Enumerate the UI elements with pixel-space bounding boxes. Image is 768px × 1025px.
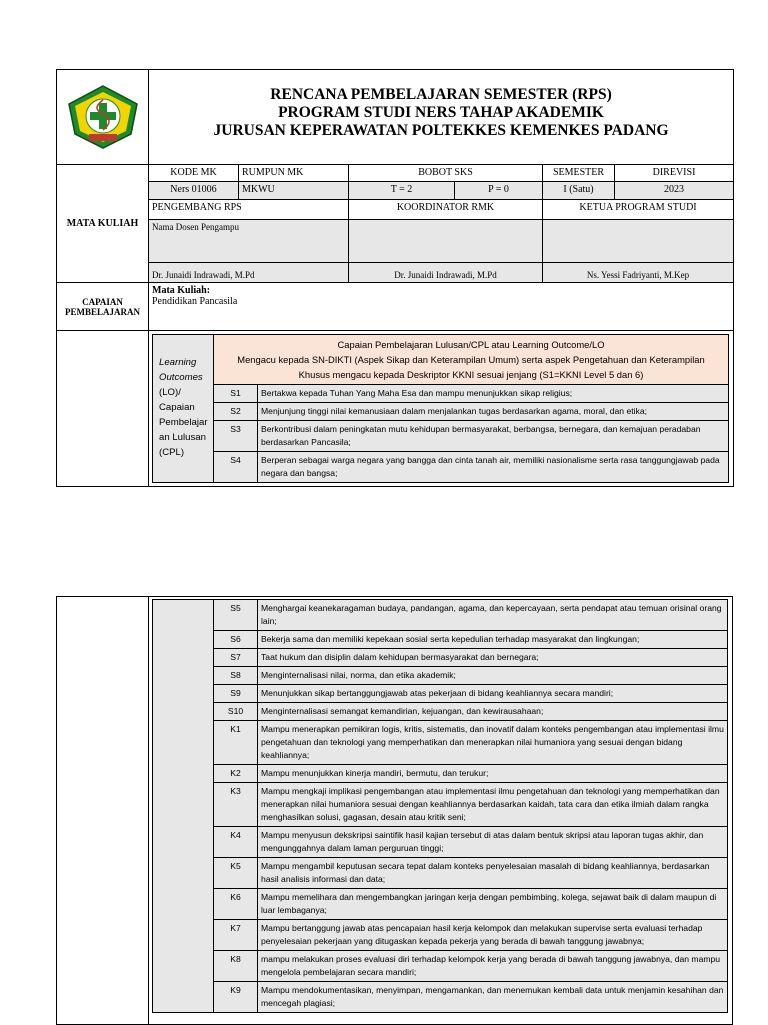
cpl-text: Menunjukkan sikap bertanggungjawab atas pekerjaan di bidang keahliannya secara mandiri;	[258, 685, 728, 703]
cpl-text: Menjunjung tinggi nilai kemanusiaan dalam menjalankan tugas berdasarkan agama, moral, dan etika;	[258, 403, 729, 421]
cpl-row	[153, 631, 728, 649]
cpl-continuation-table	[56, 596, 733, 1025]
cpl-row	[153, 703, 728, 721]
cpl-text: Menghargai keanekaragaman budaya, pandangan, agama, dan kepercayaan, serta pendapat atau temuan orisinal orang lain;	[258, 600, 728, 631]
cpl-text: Mampu menerapkan pemikiran logis, kritis, sistematis, dan inovatif dalam konteks pengembangan atau implementasi ilmu pengetahuan dan teknologi yang memperhatikan dan menerapkan nilai humaniora yang sesuai dengan bidang keahliannya;	[258, 721, 728, 765]
cpl-row	[153, 920, 728, 951]
cpl-row	[153, 765, 728, 783]
cpl-row	[153, 982, 728, 1013]
cpl2-left-blank	[57, 597, 149, 1025]
cpl-code: K3	[214, 783, 258, 827]
lo-side-line: (LO)/	[159, 387, 181, 398]
capaian-label-line1: CAPAIAN	[82, 296, 123, 307]
ketua-name: Ns. Yessi Fadriyanti, M.Kep	[543, 263, 734, 283]
lo-side-line: Capaian	[159, 402, 195, 413]
cpl-heading-line3: Khusus mengacu kepada Deskriptor KKNI sesuai jenjang (S1=KKNI Level 5 dan 6)	[298, 369, 644, 380]
cpl-row	[153, 827, 728, 858]
document-title	[149, 70, 734, 165]
cpl-table-page2	[152, 599, 728, 1013]
koordinator-rmk-label: KOORDINATOR RMK	[349, 200, 543, 220]
cpl-text: Taat hukum dan disiplin dalam kehidupan bermasyarakat dan bernegara;	[258, 649, 728, 667]
cpl-code: S2	[214, 403, 258, 421]
lo-side-line: Pembelajar	[159, 417, 208, 428]
rumpun-mk-value: MKWU	[239, 182, 349, 200]
cpl-text: Bertakwa kepada Tuhan Yang Maha Esa dan mampu menunjukkan sikap religius;	[258, 385, 729, 403]
cpl-code: S3	[214, 421, 258, 452]
cpl-code: K4	[214, 827, 258, 858]
ketua-blank	[543, 220, 734, 263]
kode-mk-value: Ners 01006	[149, 182, 239, 200]
title-line-1: RENCANA PEMBELAJARAN SEMESTER (RPS)	[270, 86, 612, 103]
cpl-text: Mampu bertanggung jawab atas pencapaian hasil kerja kelompok dan melakukan supervise serta evaluasi terhadap penyelesaian pekerjaan yang ditugaskan kepada pekerja yang berada di bawah tanggung jawabnya;	[258, 920, 728, 951]
cpl-container	[149, 331, 734, 487]
cpl-text: Menginternalisasi nilai, norma, dan etika akademik;	[258, 667, 728, 685]
cpl-table-page1	[152, 334, 729, 483]
cpl-code: K2	[214, 765, 258, 783]
cpl-row	[153, 721, 728, 765]
capaian-label-line2: PEMBELAJARAN	[64, 306, 140, 317]
cpl-code: S8	[214, 667, 258, 685]
cpl-row	[153, 667, 728, 685]
cpl-row	[153, 452, 729, 483]
cpl-row	[153, 889, 728, 920]
cpl-code: S10	[214, 703, 258, 721]
cpl-text: Mampu memelihara dan mengembangkan jaringan kerja dengan pembimbing, kolega, sejawat baik di dalam maupun di luar lembaganya;	[258, 889, 728, 920]
semester-value: I (Satu)	[543, 182, 615, 200]
capaian-pembelajaran-label	[57, 283, 149, 331]
logo-cell	[57, 70, 149, 165]
cpl-text: Mampu mengambil keputusan secara tepat dalam konteks penyelesaian masalah di bidang keahliannya, berdasarkan hasil analisis informasi dan data;	[258, 858, 728, 889]
pengembang-rps-label: PENGEMBANG RPS	[149, 200, 349, 220]
cpl-code: K6	[214, 889, 258, 920]
lo-side-line: (CPL)	[159, 447, 185, 458]
cpl-text: Berperan sebagai warga negara yang bangga dan cinta tanah air, memiliki nasionalisme serta rasa tanggungjawab pada negara dan bangsa;	[258, 452, 729, 483]
cpl-text: Berkontribusi dalam peningkatan mutu kehidupan bermasyarakat, berbangsa, bernegara, dan kemajuan peradaban berdasarkan Pancasila;	[258, 421, 729, 452]
cpl-text: mampu melakukan proses evaluasi diri terhadap kelompok kerja yang berada di bawah tanggung jawabnya, dan mampu mengelola pembelajaran secara mandiri;	[258, 951, 728, 982]
cpl-row	[153, 649, 728, 667]
rumpun-mk-label: RUMPUN MK	[239, 165, 349, 182]
cpl-heading	[214, 335, 729, 385]
semester-label: SEMESTER	[543, 165, 615, 182]
cpl-code: K8	[214, 951, 258, 982]
mk-capaian-label: Mata Kuliah:	[152, 285, 211, 296]
cpl2-container	[149, 597, 733, 1025]
mata-kuliah-capaian	[149, 283, 734, 331]
sks-p-value: P = 0	[455, 182, 543, 200]
koordinator-name: Dr. Junaidi Indrawadi, M.Pd	[349, 263, 543, 283]
cpl-row	[153, 600, 728, 631]
cpl-code: S6	[214, 631, 258, 649]
cpl-code: S4	[214, 452, 258, 483]
cpl-text: Mampu mendokumentasikan, menyimpan, mengamankan, dan menemukan kembali data untuk menjamin kesahihan dan mencegah plagiasi;	[258, 982, 728, 1013]
koordinator-blank	[349, 220, 543, 263]
cpl-text: Menginternalisasi semangat kemandirian, kejuangan, dan kewirausahaan;	[258, 703, 728, 721]
cpl-row	[153, 385, 729, 403]
cpl-text: Mampu menyusun dekskripsi saintifik hasil kajian tersebut di atas dalam bentuk skripsi atau laporan tugas akhir, dan mengunggahnya dalam laman perguruan tinggi;	[258, 827, 728, 858]
lo-side-blank	[153, 600, 214, 1013]
cpl-code: K7	[214, 920, 258, 951]
bobot-sks-label: BOBOT SKS	[349, 165, 543, 182]
cpl-code: S5	[214, 600, 258, 631]
cpl-code: S9	[214, 685, 258, 703]
lo-side-label	[153, 335, 214, 483]
nama-dosen-label: Nama Dosen Pengampu	[149, 220, 349, 263]
direvisi-label: DIREVISI	[615, 165, 734, 182]
cpl-heading-line1: Capaian Pembelajaran Lulusan/CPL atau Learning Outcome/LO	[337, 339, 605, 350]
lo-side-line: Learning	[159, 357, 197, 368]
kode-mk-label: KODE MK	[149, 165, 239, 182]
cpl-code: S7	[214, 649, 258, 667]
title-line-3: JURUSAN KEPERAWATAN POLTEKKES KEMENKES PADANG	[213, 122, 669, 139]
cpl-left-blank	[57, 331, 149, 487]
cpl-text: Mampu mengkaji implikasi pengembangan atau implementasi ilmu pengetahuan dan teknologi yang memperhatikan dan menerapkan nilai humaniora sesuai dengan keahliannya berdasarkan kaidah, tata cara dan etika ilmiah dalam rangka menghasilkan solusi, gagasan, desain atau kritik seni;	[258, 783, 728, 827]
pengembang-name: Dr. Junaidi Indrawadi, M.Pd	[149, 263, 349, 283]
mk-capaian-value: Pendidikan Pancasila	[152, 296, 238, 307]
direvisi-value: 2023	[615, 182, 734, 200]
cpl-row	[153, 783, 728, 827]
cpl-text: Bekerja sama dan memiliki kepekaan sosial serta kepedulian terhadap masyarakat dan lingkungan;	[258, 631, 728, 649]
lo-side-line: an Lulusan	[159, 432, 206, 443]
cpl-row	[153, 858, 728, 889]
cpl-row	[153, 403, 729, 421]
title-line-2: PROGRAM STUDI NERS TAHAP AKADEMIK	[278, 104, 604, 121]
cpl-text: Mampu menunjukkan kinerja mandiri, bermutu, dan terukur;	[258, 765, 728, 783]
cpl-code: K9	[214, 982, 258, 1013]
poltekkes-logo-icon	[65, 84, 141, 150]
rps-header-table	[56, 69, 734, 487]
cpl-code: S1	[214, 385, 258, 403]
ketua-prodi-label: KETUA PROGRAM STUDI	[543, 200, 734, 220]
mata-kuliah-label: MATA KULIAH	[57, 165, 149, 283]
cpl-row	[153, 685, 728, 703]
cpl-row	[153, 421, 729, 452]
cpl-code: K5	[214, 858, 258, 889]
cpl-heading-line2: Mengacu kepada SN-DIKTI (Aspek Sikap dan Keterampilan Umum) serta aspek Pengetahuan dan Keterampilan	[237, 354, 705, 365]
sks-t-value: T = 2	[349, 182, 455, 200]
lo-side-line: Outcomes	[159, 372, 203, 383]
cpl-row	[153, 951, 728, 982]
cpl-code: K1	[214, 721, 258, 765]
